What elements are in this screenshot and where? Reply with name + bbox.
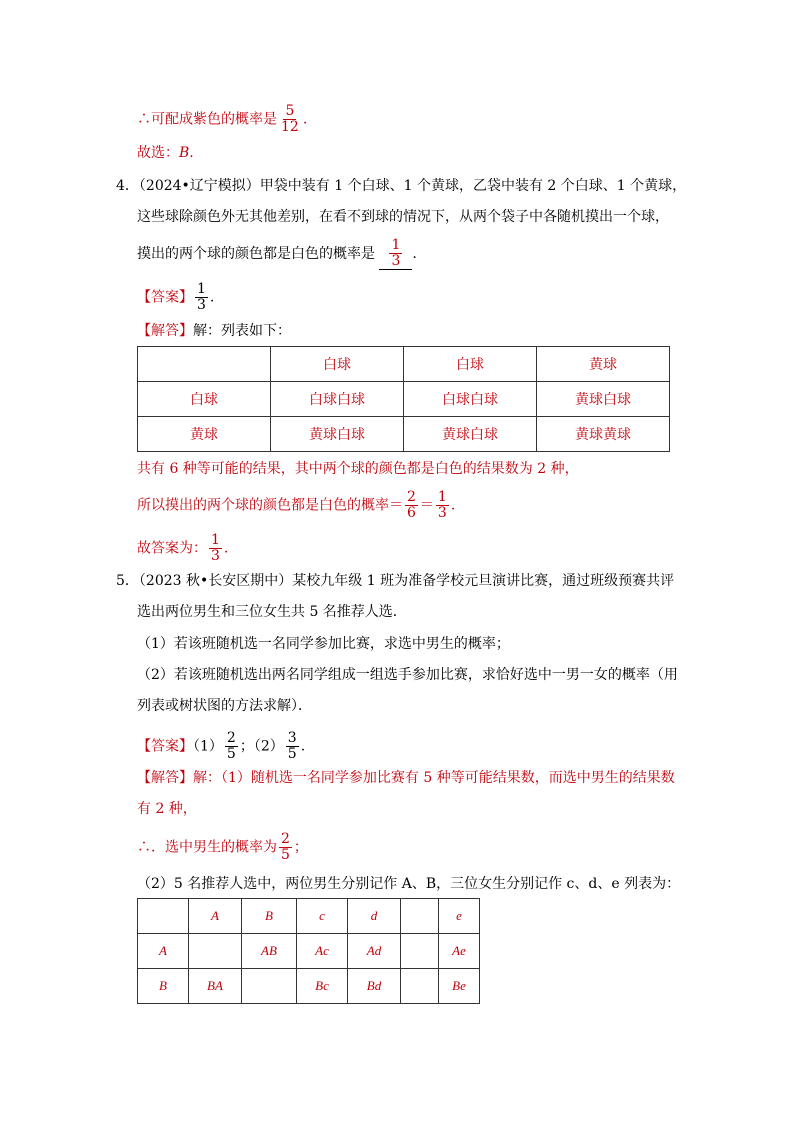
q5-solution-line-1: 【解答】解：（1）随机选一名同学参加比赛有 5 种等可能结果数，而选中男生的结果数	[137, 770, 675, 786]
q5-male-probability: ∴．选中男生的概率为 $\frac{2}{5}$ ；	[137, 831, 308, 863]
table-cell: A	[189, 899, 242, 934]
table-cell: 白球白球	[271, 382, 404, 417]
q4-final-line: 故答案为： $\frac{1}{3}$ .	[137, 532, 229, 564]
table-cell	[138, 899, 189, 934]
table-cell: 黄球白球	[271, 417, 404, 452]
table-cell: 黄球	[537, 347, 670, 382]
table-cell: B	[138, 969, 189, 1004]
q5-answer: 【答案】（1） $\frac{2}{5}$ ；（2） $\frac{3}{5}$ .	[137, 730, 306, 762]
q5-sub-1: （1）若该班随机选一名同学参加比赛，求选中男生的概率；	[137, 636, 510, 652]
table-cell: Ac	[297, 934, 348, 969]
q4-answer: 【答案】 $\frac{1}{3}$ .	[137, 281, 215, 313]
q4-table	[137, 346, 670, 452]
table-cell: 黄球	[138, 417, 271, 452]
table-cell: 黄球白球	[404, 417, 537, 452]
q5-line-2: 选出两位男生和三位女生共 5 名推荐人选．	[137, 604, 407, 620]
q4-so-line: 所以摸出的两个球的颜色都是白色的概率＝ $\frac{2}{6}$ ＝ $\frac{1}{3}$ .	[137, 489, 456, 521]
q4-result-line: 共有 6 种等可能的结果，其中两个球的颜色都是白色的结果数为 2 种，	[137, 461, 579, 477]
fraction: $\frac{5}{12}$	[281, 103, 299, 135]
table-row	[138, 347, 670, 382]
table-row	[138, 417, 670, 452]
q5-line-1: 5．（2023 秋•长安区期中）某校九年级 1 班为准备学校元旦演讲比赛，通过班级预赛共评	[116, 573, 675, 589]
table-cell: 白球	[404, 347, 537, 382]
q5-sub-2a: （2）若该班随机选出两名同学组成一组选手参加比赛，求恰好选中一男一女的概率（用	[137, 667, 678, 683]
choose-line: 故选：B.	[137, 145, 194, 161]
purple-probability-text: ∴可配成紫色的概率是	[137, 111, 277, 128]
table-cell: 白球	[138, 382, 271, 417]
table-cell: 白球白球	[404, 382, 537, 417]
table-cell	[401, 934, 439, 969]
question-number: 5．	[116, 573, 139, 589]
table-row	[138, 934, 480, 969]
q5-sub-2b: 列表或树状图的方法求解）．	[137, 698, 312, 714]
table-cell: d	[348, 899, 401, 934]
table-row	[138, 899, 480, 934]
question-number: 4．	[116, 178, 139, 194]
table-cell: c	[297, 899, 348, 934]
answer-label: 【答案】	[137, 289, 193, 306]
table-cell: Ad	[348, 934, 401, 969]
solution-label: 【解答】	[137, 770, 193, 786]
q5-table	[137, 898, 480, 1004]
q4-line-2: 这些球除颜色外无其他差别，在看不到球的情况下，从两个袋子中各随机摸出一个球，	[137, 209, 669, 225]
table-cell: Bc	[297, 969, 348, 1004]
q4-line-3: 摸出的两个球的颜色都是白色的概率是 $\frac{1}{3}$ .	[137, 237, 417, 269]
q5-part-2: （2）5 名推荐人选中，两位男生分别记作 A、B，三位女生分别记作 c、d、e 列表为：	[137, 876, 681, 892]
table-cell	[189, 934, 242, 969]
table-cell: Be	[439, 969, 480, 1004]
table-cell	[401, 899, 439, 934]
table-row	[138, 969, 480, 1004]
table-row	[138, 382, 670, 417]
table-cell: 白球	[271, 347, 404, 382]
purple-probability-line: ∴可配成紫色的概率是 $\frac{5}{12}$ .	[137, 103, 308, 135]
table-cell: B	[242, 899, 297, 934]
table-cell: Ae	[439, 934, 480, 969]
table-cell: Bd	[348, 969, 401, 1004]
answer-blank: $\frac{1}{3}$	[379, 238, 412, 270]
table-cell: BA	[189, 969, 242, 1004]
table-cell: A	[138, 934, 189, 969]
table-cell	[138, 347, 271, 382]
table-cell	[401, 969, 439, 1004]
solution-label: 【解答】	[137, 323, 193, 339]
table-cell: e	[439, 899, 480, 934]
q4-solution: 【解答】解：列表如下：	[137, 323, 291, 339]
q5-solution-line-2: 有 2 种，	[137, 801, 197, 817]
table-cell: 黄球黄球	[537, 417, 670, 452]
choose-value: B	[179, 145, 190, 161]
q4-line-1: 4．（2024•辽宁模拟）甲袋中装有 1 个白球、1 个黄球，乙袋中装有 2 个白球、1 个黄球，	[116, 178, 687, 194]
table-cell: 黄球白球	[537, 382, 670, 417]
answer-label: 【答案】	[137, 738, 193, 755]
table-cell	[242, 969, 297, 1004]
table-cell: AB	[242, 934, 297, 969]
